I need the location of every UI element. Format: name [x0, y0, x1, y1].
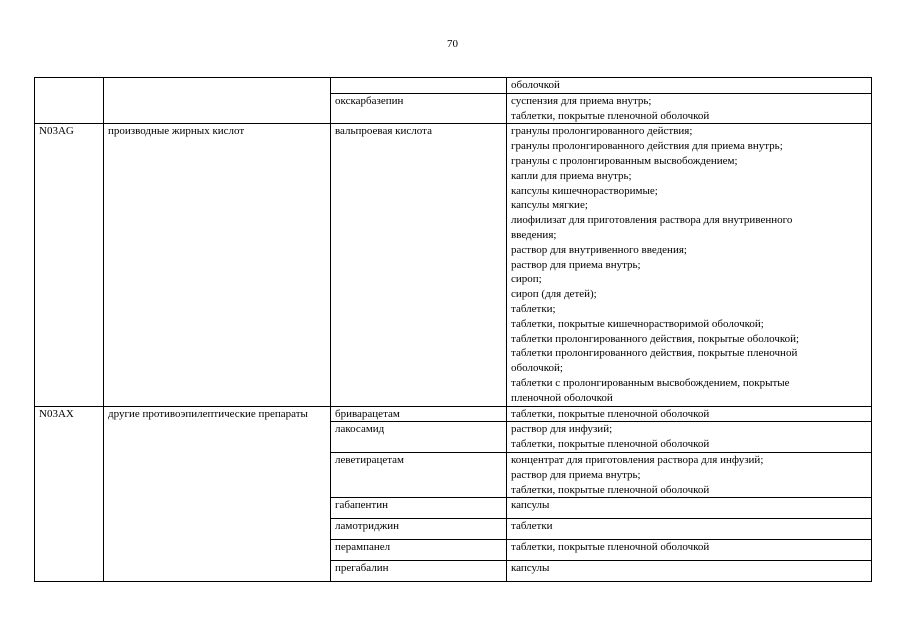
- dosage-form: таблетки, покрытые пленочной оболочкой: [511, 407, 710, 420]
- dosage-form: пленочной оболочкой: [511, 391, 613, 404]
- dosage-form: таблетки: [511, 520, 553, 533]
- substance-cell: бриварацетам: [331, 406, 507, 422]
- dosage-form: гранулы пролонгированного действия;: [511, 125, 693, 138]
- dosage-forms-cell: [507, 124, 872, 406]
- substance-cell: окскарбазепин: [331, 93, 507, 124]
- dosage-form: капсулы кишечнорастворимые;: [511, 184, 658, 197]
- dosage-forms-cell: [507, 540, 872, 561]
- dosage-form: введения;: [511, 228, 557, 241]
- dosage-form: концентрат для приготовления раствора для инфузий;: [511, 453, 764, 466]
- dosage-form: раствор для инфузий;: [511, 423, 613, 436]
- dosage-form: капли для приема внутрь;: [511, 169, 632, 182]
- table-row: [35, 124, 872, 406]
- substance-cell: прегабалин: [331, 561, 507, 582]
- substance-cell: перампанел: [331, 540, 507, 561]
- dosage-form: таблетки, покрытые пленочной оболочкой: [511, 483, 710, 496]
- atc-code-cell: [35, 78, 104, 124]
- group-name-cell: [104, 78, 331, 124]
- dosage-form: раствор для приема внутрь;: [511, 468, 641, 481]
- dosage-forms-cell: [507, 93, 872, 124]
- dosage-form: таблетки пролонгированного действия, покрытые оболочкой;: [511, 332, 800, 345]
- dosage-form: таблетки с пролонгированным высвобождением, покрытые: [511, 376, 790, 389]
- dosage-form: сироп;: [511, 273, 542, 286]
- dosage-form: гранулы пролонгированного действия для приема внутрь;: [511, 140, 783, 153]
- drug-table: [34, 77, 872, 582]
- dosage-form: капсулы: [511, 562, 550, 575]
- atc-code-cell: N03AX: [35, 406, 104, 582]
- dosage-form: капсулы мягкие;: [511, 199, 588, 212]
- dosage-form: суспензия для приема внутрь;: [511, 94, 652, 107]
- dosage-form: гранулы с пролонгированным высвобождением;: [511, 154, 738, 167]
- dosage-form: таблетки;: [511, 302, 556, 315]
- substance-cell: [331, 78, 507, 94]
- dosage-form: оболочкой: [511, 79, 560, 91]
- dosage-form: таблетки, покрытые пленочной оболочкой: [511, 438, 710, 451]
- dosage-form: капсулы: [511, 499, 550, 512]
- dosage-forms-cell: [507, 422, 872, 453]
- dosage-forms-cell: [507, 498, 872, 519]
- dosage-form: раствор для внутривенного введения;: [511, 243, 687, 256]
- dosage-forms-cell: [507, 561, 872, 582]
- group-name-cell: другие противоэпилептические препараты: [104, 406, 331, 582]
- substance-cell: ламотриджин: [331, 519, 507, 540]
- dosage-form: лиофилизат для приготовления раствора для внутривенного: [511, 214, 793, 227]
- group-name-cell: производные жирных кислот: [104, 124, 331, 406]
- atc-code-cell: N03AG: [35, 124, 104, 406]
- dosage-forms-cell: [507, 452, 872, 497]
- substance-cell: габапентин: [331, 498, 507, 519]
- substance-cell: леветирацетам: [331, 452, 507, 497]
- dosage-form: таблетки, покрытые пленочной оболочкой: [511, 109, 710, 122]
- dosage-forms-cell: [507, 519, 872, 540]
- dosage-form: таблетки, покрытые пленочной оболочкой: [511, 541, 710, 554]
- dosage-form: раствор для приема внутрь;: [511, 258, 641, 271]
- substance-cell: лакосамид: [331, 422, 507, 453]
- dosage-form: оболочкой;: [511, 362, 563, 375]
- dosage-forms-cell: [507, 406, 872, 422]
- substance-cell: вальпроевая кислота: [331, 124, 507, 406]
- dosage-form: таблетки пролонгированного действия, покрытые пленочной: [511, 347, 798, 360]
- dosage-form: таблетки, покрытые кишечнорастворимой оболочкой;: [511, 317, 764, 330]
- table-row-continuation: [35, 78, 872, 94]
- page-number: 70: [447, 38, 458, 50]
- dosage-form: сироп (для детей);: [511, 288, 597, 301]
- table-row: [35, 406, 872, 422]
- dosage-forms-cell: [507, 78, 872, 94]
